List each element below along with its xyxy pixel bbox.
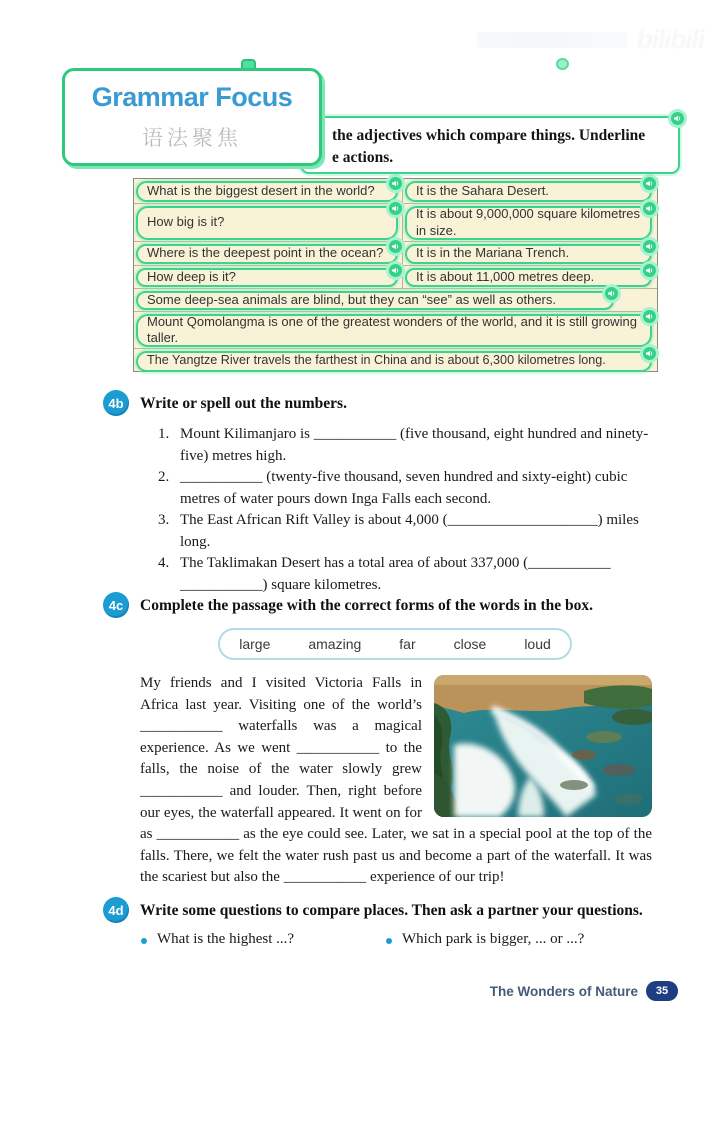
item-number: 4. — [158, 555, 170, 571]
speaker-icon — [645, 266, 654, 275]
statement-text: Mount Qomolangma is one of the greatest wonders of the world, and it is still growing taller. — [147, 313, 637, 345]
bullet-text: What is the highest ...? — [157, 931, 295, 947]
speaker-icon — [645, 312, 654, 321]
audio-badge[interactable] — [640, 261, 659, 280]
footer-chapter-title: The Wonders of Nature — [489, 983, 638, 999]
section-heading-4b: Write or spell out the numbers. — [140, 395, 347, 412]
speaker-icon — [645, 179, 654, 188]
table-row — [134, 312, 657, 349]
speaker-icon — [391, 204, 400, 213]
answer-bubble[interactable] — [405, 181, 652, 202]
bilibili-logo: bilibili — [636, 24, 704, 54]
instruction-line-1: the adjectives which compare things. Underline — [332, 127, 646, 144]
page-number-badge: 35 — [646, 981, 678, 1001]
passage-text: My friends and I visited Victoria Falls in Africa last year. Visiting one of the world’s ___________ waterfalls was a magical experience. As we went ___________ to the falls, the noise of the water slowly grew ___________ and louder. Then, right before our eyes, the waterfall appeared. It went on for as ___________ as the eye could see. Later, we sat in a special pool at the top of the falls. There, we felt the water rush past us and become a part of the waterfall. It was the scariest but also the ___________ experience of our trip! — [140, 675, 652, 886]
bullet-item — [141, 931, 294, 948]
audio-badge[interactable] — [386, 261, 405, 280]
speaker-icon — [645, 204, 654, 213]
item-text: ___________ (twenty-five thousand, seven hundred and sixty-eight) cubic metres of water pours down Inga Falls each second. — [180, 469, 628, 507]
watermark — [477, 24, 704, 55]
speaker-icon — [645, 349, 654, 358]
grammar-focus-subtitle: 语法聚焦 — [142, 126, 242, 150]
audio-badge[interactable] — [602, 284, 621, 303]
word-chip: amazing — [308, 636, 362, 652]
speaker-icon — [645, 242, 654, 251]
audio-badge[interactable] — [386, 199, 405, 218]
answer-text: It is about 9,000,000 square kilometres in size. — [415, 206, 640, 238]
word-chip: loud — [524, 636, 551, 652]
bullet-text: Which park is bigger, ... or ...? — [402, 931, 585, 947]
victoria-falls-image — [434, 675, 652, 817]
bullet-dot-icon — [386, 938, 392, 944]
question-text: Where is the deepest point in the ocean? — [147, 245, 384, 261]
audio-badge[interactable] — [640, 344, 659, 363]
question-bubble[interactable] — [136, 244, 398, 264]
item-text: The Taklimakan Desert has a total area of about 337,000 (___________ ___________) square kilometres. — [180, 555, 611, 593]
word-box — [218, 628, 572, 660]
item-number: 3. — [158, 512, 170, 528]
speaker-icon — [673, 114, 682, 123]
statement-text: Some deep-sea animals are blind, but they can “see” as well as others. — [147, 291, 556, 307]
audio-badge[interactable] — [640, 174, 659, 193]
instruction-box-4a[interactable] — [300, 116, 680, 174]
item-number: 1. — [158, 426, 170, 442]
numbered-item — [158, 553, 658, 596]
section-badge-4b: 4b — [103, 390, 129, 416]
bullet-dot-icon — [141, 938, 147, 944]
statement-bubble[interactable] — [136, 314, 652, 347]
section-heading-4d: Write some questions to compare places. Then ask a partner your questions. — [140, 902, 643, 919]
section-badge-4d: 4d — [103, 897, 129, 923]
section-badge-4c: 4c — [103, 592, 129, 618]
numbered-item — [158, 467, 658, 510]
audio-badge[interactable] — [386, 174, 405, 193]
audio-badge[interactable] — [386, 237, 405, 256]
section-4b — [103, 390, 675, 596]
numbered-item — [158, 424, 658, 467]
question-bubble[interactable] — [136, 181, 398, 202]
word-chip: far — [399, 636, 416, 652]
answer-text: It is the Sahara Desert. — [415, 182, 549, 198]
word-chip: large — [239, 636, 271, 652]
item-number: 2. — [158, 469, 170, 485]
statement-bubble[interactable] — [136, 351, 652, 372]
section-4c — [103, 592, 675, 889]
item-text: The East African Rift Valley is about 4,000 (____________________) miles long. — [180, 512, 639, 550]
grammar-qa-table — [133, 178, 658, 372]
answer-bubble[interactable] — [405, 244, 652, 264]
question-text: How big is it? — [147, 214, 225, 230]
audio-badge[interactable] — [640, 307, 659, 326]
question-bubble[interactable] — [136, 268, 398, 287]
answer-text: It is in the Mariana Trench. — [415, 245, 570, 261]
example-bullets — [103, 931, 675, 955]
instruction-line-2: e actions. — [332, 149, 394, 166]
question-text: How deep is it? — [147, 268, 236, 284]
numbered-item — [158, 510, 658, 553]
page-footer — [490, 981, 678, 1001]
speaker-icon — [391, 242, 400, 251]
speaker-icon — [391, 266, 400, 275]
audio-badge[interactable] — [640, 199, 659, 218]
watermark-username-smudge — [477, 32, 627, 48]
numbered-list — [158, 424, 658, 596]
section-4d — [103, 897, 675, 955]
waterfall-illustration — [434, 675, 652, 817]
speaker-icon — [391, 179, 400, 188]
table-row — [134, 266, 657, 289]
question-text: What is the biggest desert in the world? — [147, 182, 375, 198]
audio-badge[interactable] — [668, 109, 687, 128]
grammar-focus-box — [62, 68, 322, 166]
word-chip: close — [453, 636, 487, 652]
question-bubble[interactable] — [136, 206, 398, 240]
item-text: Mount Kilimanjaro is ___________ (five thousand, eight hundred and ninety-five) metres high. — [180, 426, 649, 464]
table-row — [134, 289, 657, 312]
statement-bubble[interactable] — [136, 291, 614, 310]
table-row — [134, 349, 657, 373]
speaker-icon — [607, 289, 616, 298]
section-heading-4c: Complete the passage with the correct forms of the words in the box. — [140, 597, 594, 614]
answer-bubble[interactable] — [405, 206, 652, 240]
answer-text: It is about 11,000 metres deep. — [415, 268, 595, 284]
grammar-focus-title: Grammar Focus — [91, 82, 293, 112]
passage — [140, 673, 652, 889]
green-annotation-dot-fragment[interactable] — [556, 58, 569, 70]
bullet-item — [386, 931, 584, 948]
statement-text: The Yangtze River travels the farthest in China and is about 6,300 kilometres long. — [147, 353, 606, 368]
audio-badge[interactable] — [640, 237, 659, 256]
